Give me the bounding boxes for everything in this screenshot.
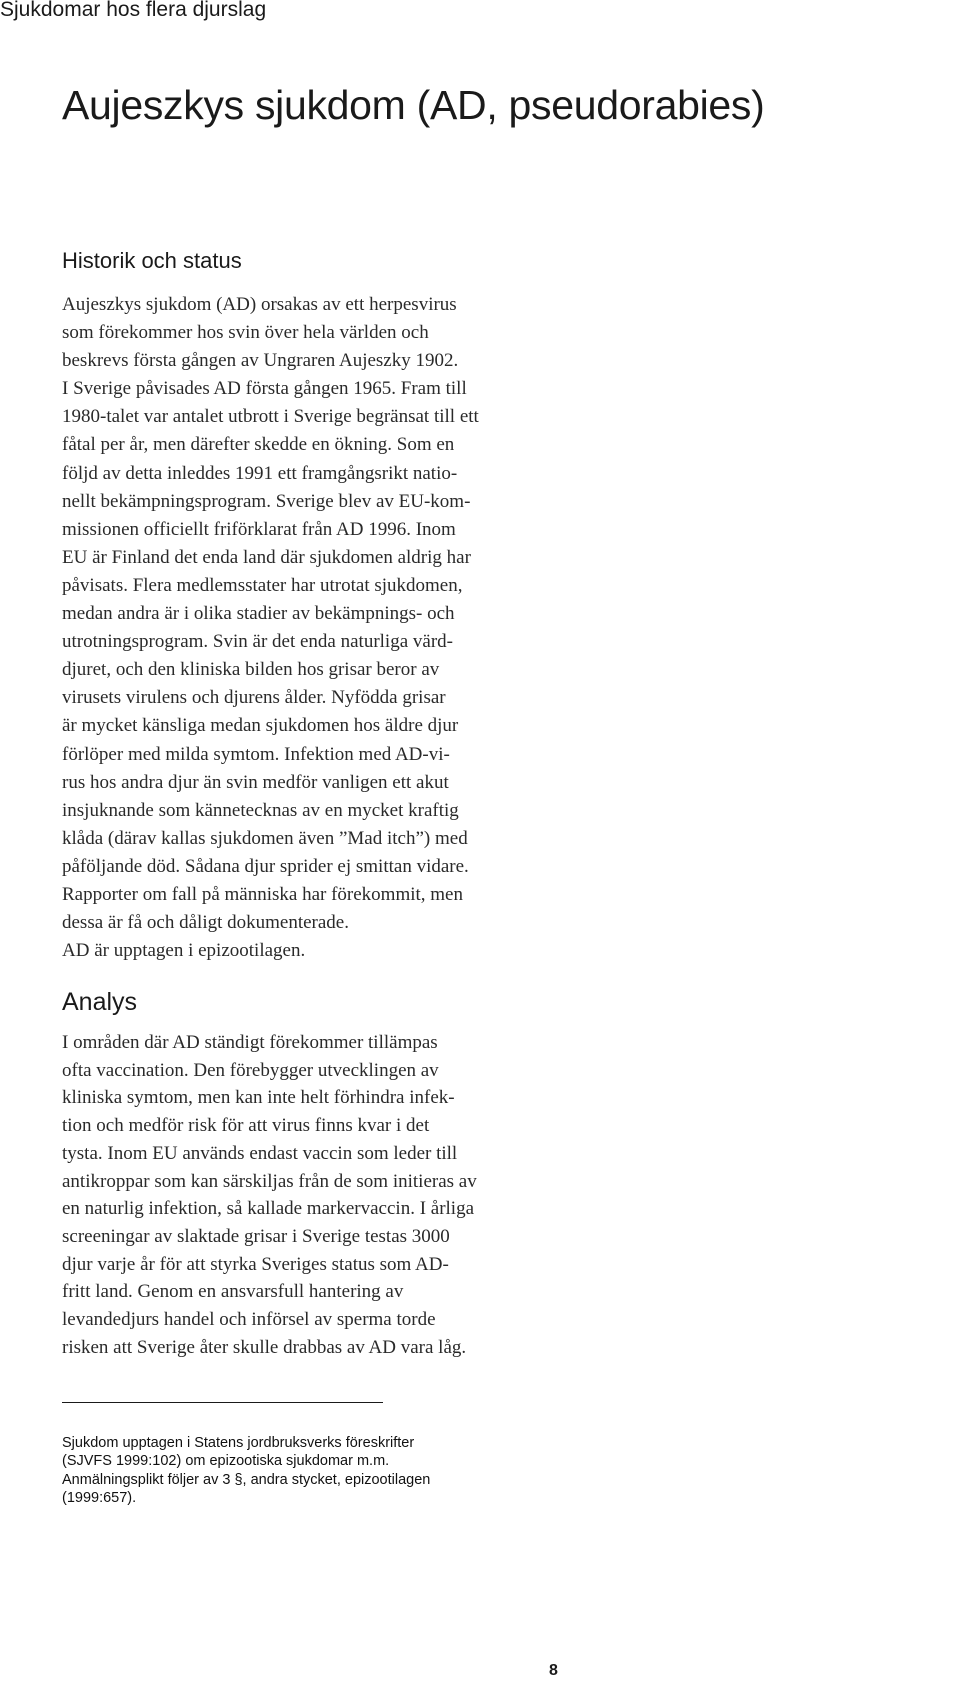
text-line: medan andra är i olika stadier av bekämpnings- och xyxy=(62,603,455,625)
text-line: virusets virulens och djurens ålder. Nyfödda grisar xyxy=(62,687,446,709)
text-line: är mycket känsliga medan sjukdomen hos äldre djur xyxy=(62,715,459,737)
footnote-line: (1999:657). xyxy=(62,1490,137,1507)
text-line: följd av detta inleddes 1991 ett framgångsrikt natio- xyxy=(62,462,458,484)
text-line: fåtal per år, men därefter skedde en ökning. Som en xyxy=(62,434,455,456)
text-line: nellt bekämpningsprogram. Sverige blev av EU-kom- xyxy=(62,490,471,512)
text-line: I Sverige påvisades AD första gången 1965. Fram till xyxy=(62,378,467,400)
text-line: beskrevs första gången av Ungraren Aujeszky 1902. xyxy=(62,350,459,372)
text-line: antikroppar som kan särskiljas från de som initieras av xyxy=(62,1170,477,1192)
section-heading-analys: Analys xyxy=(62,988,138,1016)
footnote-divider xyxy=(62,1402,383,1403)
text-line: risken att Sverige åter skulle drabbas av AD vara låg. xyxy=(62,1336,467,1358)
running-header: Sjukdomar hos flera djurslag xyxy=(0,0,267,21)
text-line: kliniska symtom, men kan inte helt förhindra infek- xyxy=(62,1087,455,1109)
text-line: I områden där AD ständigt förekommer tillämpas xyxy=(62,1032,438,1053)
text-line: screeningar av slaktade grisar i Sverige testas 3000 xyxy=(62,1225,450,1247)
text-line: påvisats. Flera medlemsstater har utrotat sjukdomen, xyxy=(62,574,463,596)
text-line: utrotningsprogram. Svin är det enda naturliga värd- xyxy=(62,631,453,653)
text-line: missionen officiellt friförklarat från AD 1996. Inom xyxy=(62,518,456,540)
text-line: tysta. Inom EU används endast vaccin som leder till xyxy=(62,1142,458,1164)
footnote-line: (SJVFS 1999:102) om epizootiska sjukdomar m.m. xyxy=(62,1453,390,1470)
text-line: Rapporter om fall på människa har förekommit, men xyxy=(62,883,463,905)
text-line: som förekommer hos svin över hela världen och xyxy=(62,322,429,344)
paragraph-historik xyxy=(62,291,662,965)
text-line: förlöper med milda symtom. Infektion med AD-vi- xyxy=(62,743,450,765)
paragraph-analys xyxy=(62,1029,662,1361)
text-line: en naturlig infektion, så kallade markervaccin. I årliga xyxy=(62,1198,475,1220)
page-title: Aujeszkys sjukdom (AD, pseudorabies) xyxy=(62,82,765,128)
text-line: insjuknande som kännetecknas av en mycket kraftig xyxy=(62,799,459,821)
text-line: klåda (därav kallas sjukdomen även ”Mad itch”) med xyxy=(62,827,468,849)
text-line: AD är upptagen i epizootilagen. xyxy=(62,940,306,962)
text-line: ofta vaccination. Den förebygger utvecklingen av xyxy=(62,1059,439,1081)
text-line: rus hos andra djur än svin medför vanligen ett akut xyxy=(62,771,449,793)
footnote-line: Sjukdom upptagen i Statens jordbruksverks föreskrifter xyxy=(62,1435,415,1451)
text-line: påföljande död. Sådana djur sprider ej smittan vidare. xyxy=(62,855,469,877)
text-line: tion och medför risk för att virus finns kvar i det xyxy=(62,1115,430,1137)
section-heading-historik: Historik och status xyxy=(62,248,242,273)
text-line: djur varje år för att styrka Sveriges status som AD- xyxy=(62,1253,449,1275)
text-line: Aujeszkys sjukdom (AD) orsakas av ett herpesvirus xyxy=(62,294,457,315)
footnote-line: Anmälningsplikt följer av 3 §, andra stycket, epizootilagen xyxy=(62,1471,431,1488)
text-line: dessa är få och dåligt dokumenterade. xyxy=(62,912,349,934)
text-line: 1980-talet var antalet utbrott i Sverige begränsat till ett xyxy=(62,406,479,428)
text-line: levandedjurs handel och införsel av sperma torde xyxy=(62,1309,436,1331)
text-line: fritt land. Genom en ansvarsfull hantering av xyxy=(62,1281,404,1303)
text-line: djuret, och den kliniska bilden hos grisar beror av xyxy=(62,659,440,681)
text-line: EU är Finland det enda land där sjukdomen aldrig har xyxy=(62,546,471,568)
page-number: 8 xyxy=(549,1662,558,1679)
footnote xyxy=(62,1434,430,1508)
